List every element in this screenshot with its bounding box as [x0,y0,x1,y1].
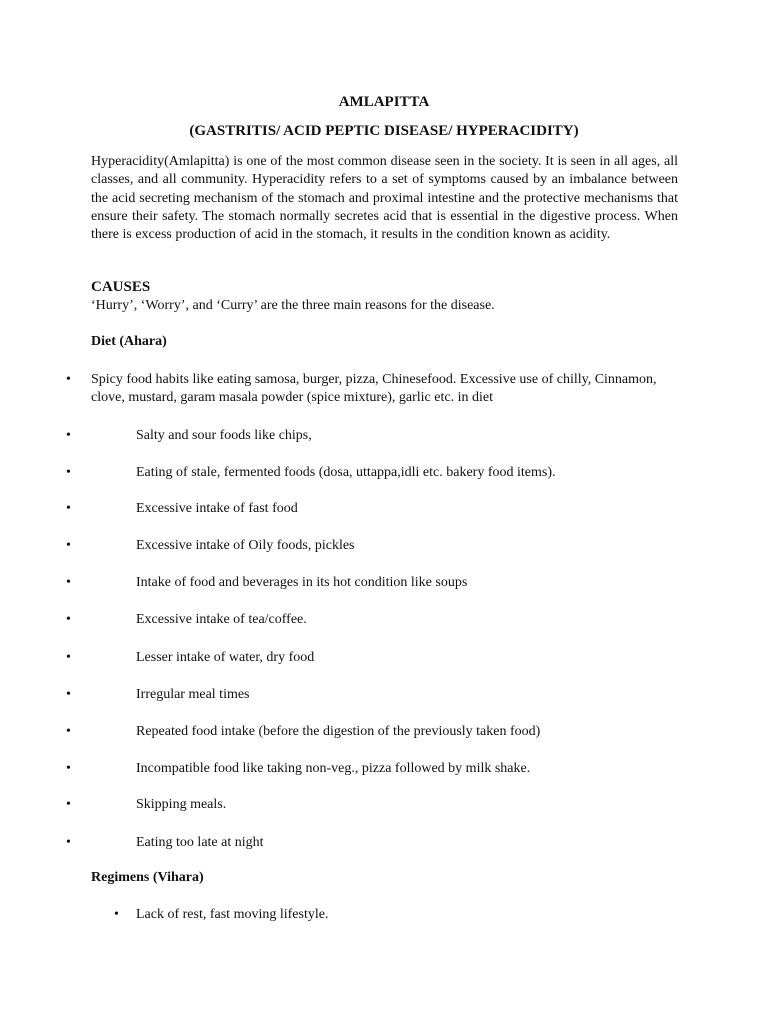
bullet-icon: • [66,687,71,702]
list-item-text: Incompatible food like taking non-veg., pizza followed by milk shake. [136,761,531,776]
bullet-icon: • [114,907,119,922]
bullet-icon: • [66,612,71,627]
regimens-heading: Regimens (Vihara) [91,870,204,885]
list-item-text: Lesser intake of water, dry food [136,650,315,665]
bullet-icon: • [66,501,71,516]
list-item [66,537,666,557]
document-subtitle: (GASTRITIS/ ACID PEPTIC DISEASE/ HYPERACIDITY) [189,123,579,139]
bullet-icon: • [66,575,71,590]
bullet-icon: • [66,372,71,387]
list-item [66,649,666,669]
list-item [66,464,666,484]
causes-heading: CAUSES [91,279,151,295]
list-item [66,834,666,854]
list-item-text: Lack of rest, fast moving lifestyle. [136,907,329,922]
list-item-text: Excessive intake of Oily foods, pickles [136,538,355,553]
list-item [66,760,666,780]
list-item-text: Irregular meal times [136,687,250,702]
list-item-text: Eating too late at night [136,835,264,850]
bullet-icon: • [66,724,71,739]
bullet-icon: • [66,761,71,776]
list-item-text: Intake of food and beverages in its hot condition like soups [136,575,468,590]
intro-paragraph: Hyperacidity(Amlapitta) is one of the most common disease seen in the society. It is seen in all ages, all classes, and all community. Hyperacidity refers to a set of symptoms caused by an imbalance between the acid secreting mechanism of the stomach and proximal intestine and the protective mechanisms that ensure their safety. The stomach normally secretes acid that is essential in the digestive process. When there is excess production of acid in the stomach, it results in the condition known as acidity. [91,154,678,243]
bullet-icon: • [66,797,71,812]
list-item [114,906,614,926]
bullet-icon: • [66,428,71,443]
list-item [66,796,666,816]
list-item-text: Excessive intake of fast food [136,501,298,516]
causes-text: ‘Hurry’, ‘Worry’, and ‘Curry’ are the three main reasons for the disease. [91,298,495,313]
bullet-icon: • [66,650,71,665]
document-title: AMLAPITTA [338,94,430,110]
list-item [66,611,666,631]
list-item-text: Spicy food habits like eating samosa, burger, pizza, Chinesefood. Excessive use of chilly, Cinnamon, clove, mustard, garam masala powder (spice mixture), garlic etc. in diet [91,372,657,405]
list-item [66,371,666,411]
list-item [66,427,666,447]
list-item-text: Excessive intake of tea/coffee. [136,612,307,627]
list-item-text: Repeated food intake (before the digestion of the previously taken food) [136,724,541,739]
list-item-text: Skipping meals. [136,797,227,812]
list-item [66,500,666,520]
bullet-icon: • [66,835,71,850]
bullet-icon: • [66,538,71,553]
list-item [66,574,666,594]
list-item [66,686,666,706]
list-item-text: Salty and sour foods like chips, [136,428,312,443]
bullet-icon: • [66,465,71,480]
diet-heading: Diet (Ahara) [91,334,167,349]
list-item-text: Eating of stale, fermented foods (dosa, uttappa,idli etc. bakery food items). [136,465,556,480]
list-item [66,723,666,743]
